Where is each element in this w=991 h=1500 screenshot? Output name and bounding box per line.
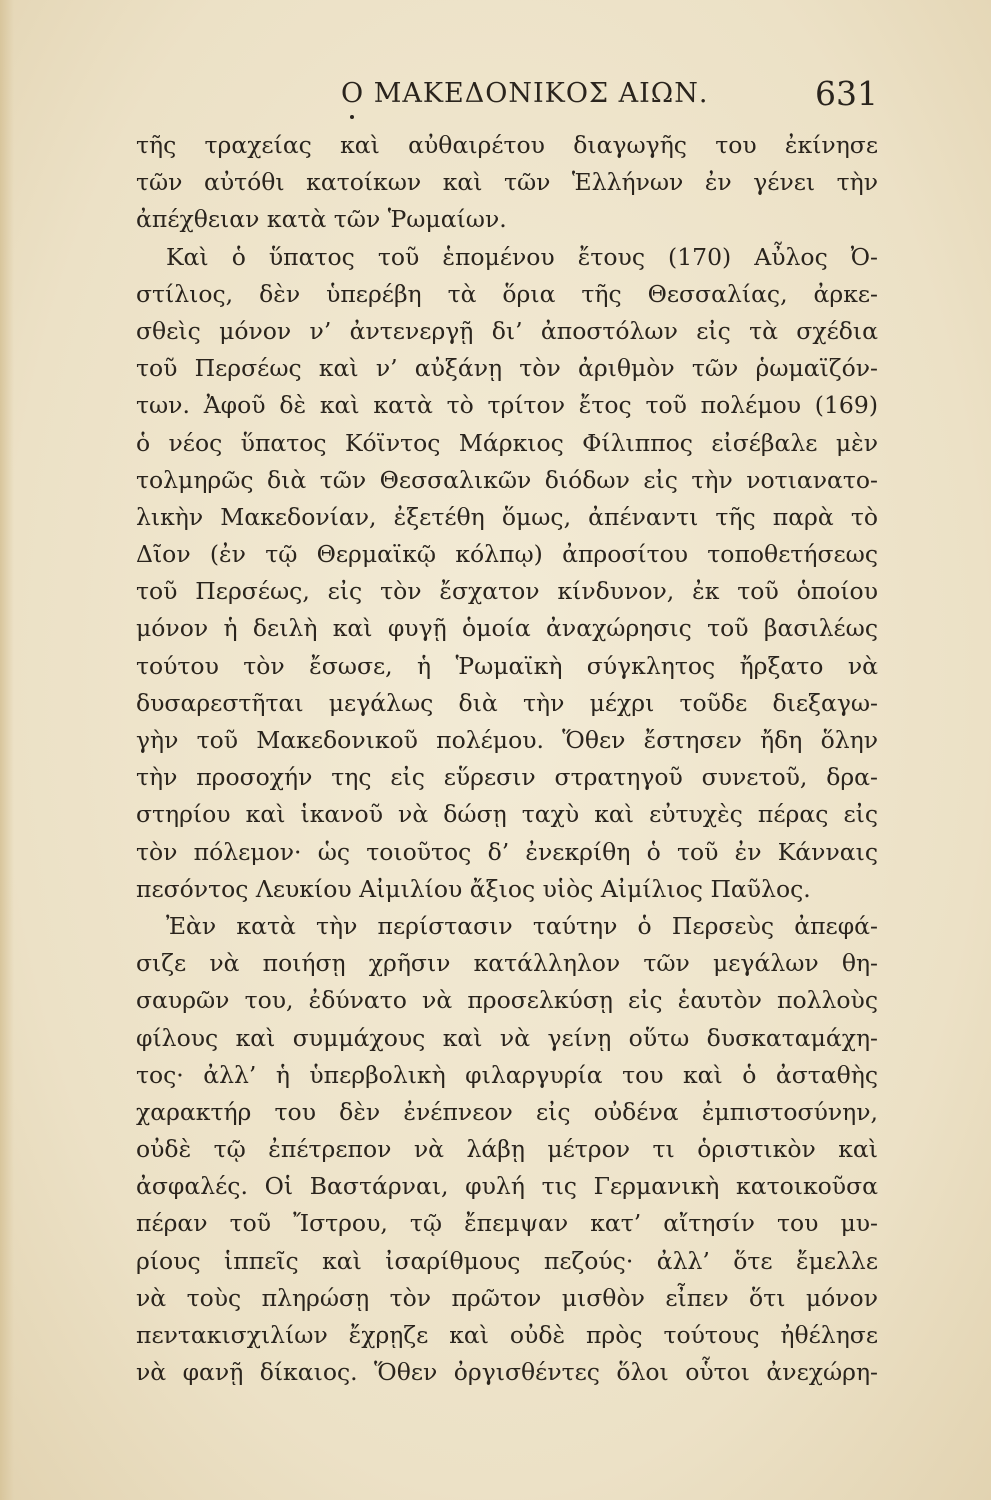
text-line: μόνον ἡ δειλὴ καὶ φυγῇ ὁμοία ἀναχώρησις τοῦ βασιλέως bbox=[136, 614, 878, 643]
text-line: τὴν προσοχήν της εἰς εὕρεσιν στρατηγοῦ συνετοῦ, δρα- bbox=[136, 763, 878, 792]
text-line: νὰ τοὺς πληρώσῃ τὸν πρῶτον μισθὸν εἶπεν ὅτι μόνον bbox=[136, 1283, 878, 1312]
text-line: ἀπέχθειαν κατὰ τῶν Ῥωμαίων. bbox=[136, 205, 507, 234]
text-line: ὁ νέος ὕπατος Κόϊντος Μάρκιος Φίλιππος εἰσέβαλε μὲν bbox=[136, 428, 878, 457]
text-line: πέραν τοῦ Ἴστρου, τῷ ἔπεμψαν κατ’ αἴτησίν του μυ- bbox=[136, 1209, 878, 1238]
text-line: σαυρῶν του, ἐδύνατο νὰ προσελκύσῃ εἰς ἑαυτὸν πολλοὺς bbox=[136, 986, 878, 1015]
text-line: των. Ἀφοῦ δὲ καὶ κατὰ τὸ τρίτον ἔτος τοῦ πολέμου (169) bbox=[136, 391, 878, 420]
text-line: σθεὶς μόνον ν’ ἀντενεργῇ δι’ ἀποστόλων εἰς τὰ σχέδια bbox=[136, 316, 878, 345]
text-line: τούτου τὸν ἔσωσε, ἡ Ῥωμαϊκὴ σύγκλητος ἤρξατο νὰ bbox=[136, 651, 878, 680]
ink-dot bbox=[350, 115, 354, 119]
text-line: τῶν αὐτόθι κατοίκων καὶ τῶν Ἑλλήνων ἐν γένει τὴν bbox=[136, 168, 878, 197]
text-line: ἀσφαλές. Οἱ Βαστάρναι, φυλή τις Γερμανικὴ κατοικοῦσα bbox=[136, 1172, 878, 1201]
body-text bbox=[136, 127, 878, 1391]
page-number: 631 bbox=[815, 74, 878, 113]
text-line: τολμηρῶς διὰ τῶν Θεσσαλικῶν διόδων εἰς τὴν νοτιανατο- bbox=[136, 465, 878, 494]
running-title: Ο ΜΑΚΕΔΟΝΙΚΟΣ ΑΙΩΝ. bbox=[341, 78, 709, 109]
text-line: τοῦ Περσέως, εἰς τὸν ἔσχατον κίνδυνον, ἐκ τοῦ ὁποίου bbox=[136, 577, 878, 606]
page-header bbox=[136, 72, 878, 116]
text-line: νὰ φανῇ δίκαιος. Ὅθεν ὀργισθέντες ὅλοι οὗτοι ἀνεχώρη- bbox=[136, 1358, 878, 1387]
text-line: γὴν τοῦ Μακεδονικοῦ πολέμου. Ὅθεν ἔστησεν ἤδη ὅλην bbox=[136, 726, 878, 754]
text-line: στηρίου καὶ ἱκανοῦ νὰ δώσῃ ταχὺ καὶ εὐτυχὲς πέρας εἰς bbox=[136, 800, 878, 829]
text-line: τοῦ Περσέως καὶ ν’ αὐξάνῃ τὸν ἀριθμὸν τῶν ῥωμαϊζόν- bbox=[136, 354, 878, 383]
text-line: χαρακτήρ του δὲν ἐνέπνεον εἰς οὐδένα ἐμπιστοσύνην, bbox=[136, 1097, 878, 1126]
text-line: στίλιος, δὲν ὑπερέβη τὰ ὅρια τῆς Θεσσαλίας, ἀρκε- bbox=[136, 279, 878, 308]
text-line: λικὴν Μακεδονίαν, ἐξετέθη ὅμως, ἀπέναντι τῆς παρὰ τὸ bbox=[136, 502, 878, 531]
text-line: Ἐὰν κατὰ τὴν περίστασιν ταύτην ὁ Περσεὺς ἀπεφά- bbox=[166, 911, 878, 940]
text-line: ρίους ἱππεῖς καὶ ἰσαρίθμους πεζούς· ἀλλ’ ὅτε ἔμελλε bbox=[136, 1246, 878, 1275]
text-line: τος· ἀλλ’ ἡ ὑπερβολικὴ φιλαργυρία του καὶ ὁ ἀσταθὴς bbox=[136, 1060, 878, 1089]
text-line: Δῖον (ἐν τῷ Θερμαϊκῷ κόλπῳ) ἀπροσίτου τοποθετήσεως bbox=[136, 540, 878, 569]
text-line: τῆς τραχείας καὶ αὐθαιρέτου διαγωγῆς του ἐκίνησε bbox=[136, 131, 878, 159]
text-line: φίλους καὶ συμμάχους καὶ νὰ γείνῃ οὕτω δυσκαταμάχη- bbox=[136, 1023, 878, 1052]
text-line: πεσόντος Λευκίου Αἰμιλίου ἄξιος υἱὸς Αἰμίλιος Παῦλος. bbox=[136, 874, 811, 903]
text-line: τὸν πόλεμον· ὡς τοιοῦτος δ’ ἐνεκρίθη ὁ τοῦ ἐν Κάνναις bbox=[136, 837, 878, 866]
text-line: σιζε νὰ ποιήσῃ χρῆσιν κατάλληλον τῶν μεγάλων θη- bbox=[136, 949, 878, 978]
text-line: Καὶ ὁ ὕπατος τοῦ ἑπομένου ἔτους (170) Αὖλος Ὀ- bbox=[166, 242, 878, 271]
page-edge-shadow bbox=[0, 0, 14, 1500]
text-line: οὐδὲ τῷ ἐπέτρεπον νὰ λάβῃ μέτρον τι ὁριστικὸν καὶ bbox=[136, 1135, 878, 1164]
text-line: δυσαρεστῆται μεγάλως διὰ τὴν μέχρι τοῦδε διεξαγω- bbox=[136, 688, 878, 717]
text-line: πεντακισχιλίων ἔχρῃζε καὶ οὐδὲ πρὸς τούτους ἠθέλησε bbox=[136, 1321, 878, 1349]
